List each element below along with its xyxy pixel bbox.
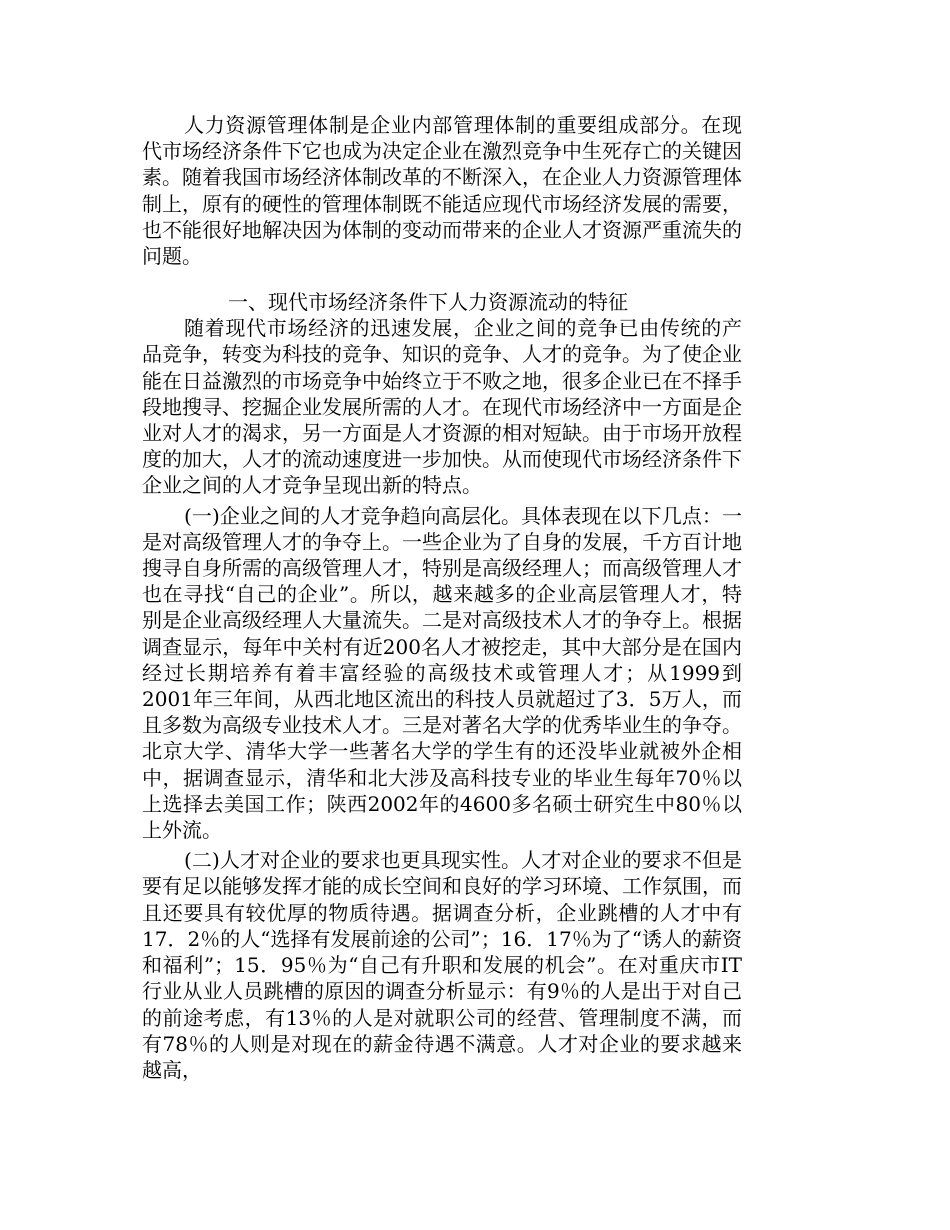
section-heading: 一、现代市场经济条件下人力资源流动的特征 xyxy=(228,290,628,315)
paragraph-talent-requirements: (二)人才对企业的要求也更具现实性。人才对企业的要求不但是要有足以能够发挥才能的成长空间和良好的学习环境、工作氛围，而且还要具有较优厚的物质待遇。据调查分析，企业跳槽的人才中有17．2％的人“选择有发展前途的公司”；16．17％为了“诱人的薪资和福利”；15．95％为“自己有升职和发展的机会”。在对重庆市IT行业从业人员跳槽的原因的调查分析显示：有9％的人是出于对自己的前途考虑，有13％的人是对就职公司的经营、管理制度不满，而有78％的人则是对现在的薪金待遇不满意。人才对企业的要求越来越高， xyxy=(142,848,742,1082)
document-body xyxy=(142,112,742,1083)
paragraph-market-competition: 随着现代市场经济的迅速发展，企业之间的竞争已由传统的产品竞争，转变为科技的竞争、知识的竞争、人才的竞争。为了使企业能在日益激烈的市场竞争中始终立于不败之地，很多企业已在不择手段地搜寻、挖掘企业发展所需的人才。在现代市场经济中一方面是企业对人才的渴求，另一方面是人才资源的相对短缺。由于市场开放程度的加大，人才的流动速度进一步加快。从而使现代市场经济条件下企业之间的人才竞争呈现出新的特点。 xyxy=(142,316,742,498)
intro-paragraph: 人力资源管理体制是企业内部管理体制的重要组成部分。在现代市场经济条件下它也成为决定企业在激烈竞争中生死存亡的关键因素。随着我国市场经济体制改革的不断深入，在企业人力资源管理体制上，原有的硬性的管理体制既不能适应现代市场经济发展的需要，也不能很好地解决因为体制的变动而带来的企业人才资源严重流失的问题。 xyxy=(142,113,742,269)
paragraph-talent-competition: (一)企业之间的人才竞争趋向高层化。具体表现在以下几点：一是对高级管理人才的争夺上。一些企业为了自身的发展，千方百计地搜寻自身所需的高级管理人才，特别是高级经理人；而高级管理人才也在寻找“自己的企业”。所以，越来越多的企业高层管理人才，特别是企业高级经理人大量流失。二是对高级技术人才的争夺上。根据调查显示，每年中关村有近200名人才被挖走，其中大部分是在国内经过长期培养有着丰富经验的高级技术或管理人才；从1999到2001年三年间，从西北地区流出的科技人员就超过了3．5万人，而且多数为高级专业技术人才。三是对著名大学的优秀毕业生的争夺。北京大学、清华大学一些著名大学的学生有的还没毕业就被外企相中，据调查显示，清华和北大涉及高科技专业的毕业生每年70％以上选择去美国工作；陕西2002年的4600多名硕士研究生中80％以上外流。 xyxy=(142,503,742,843)
